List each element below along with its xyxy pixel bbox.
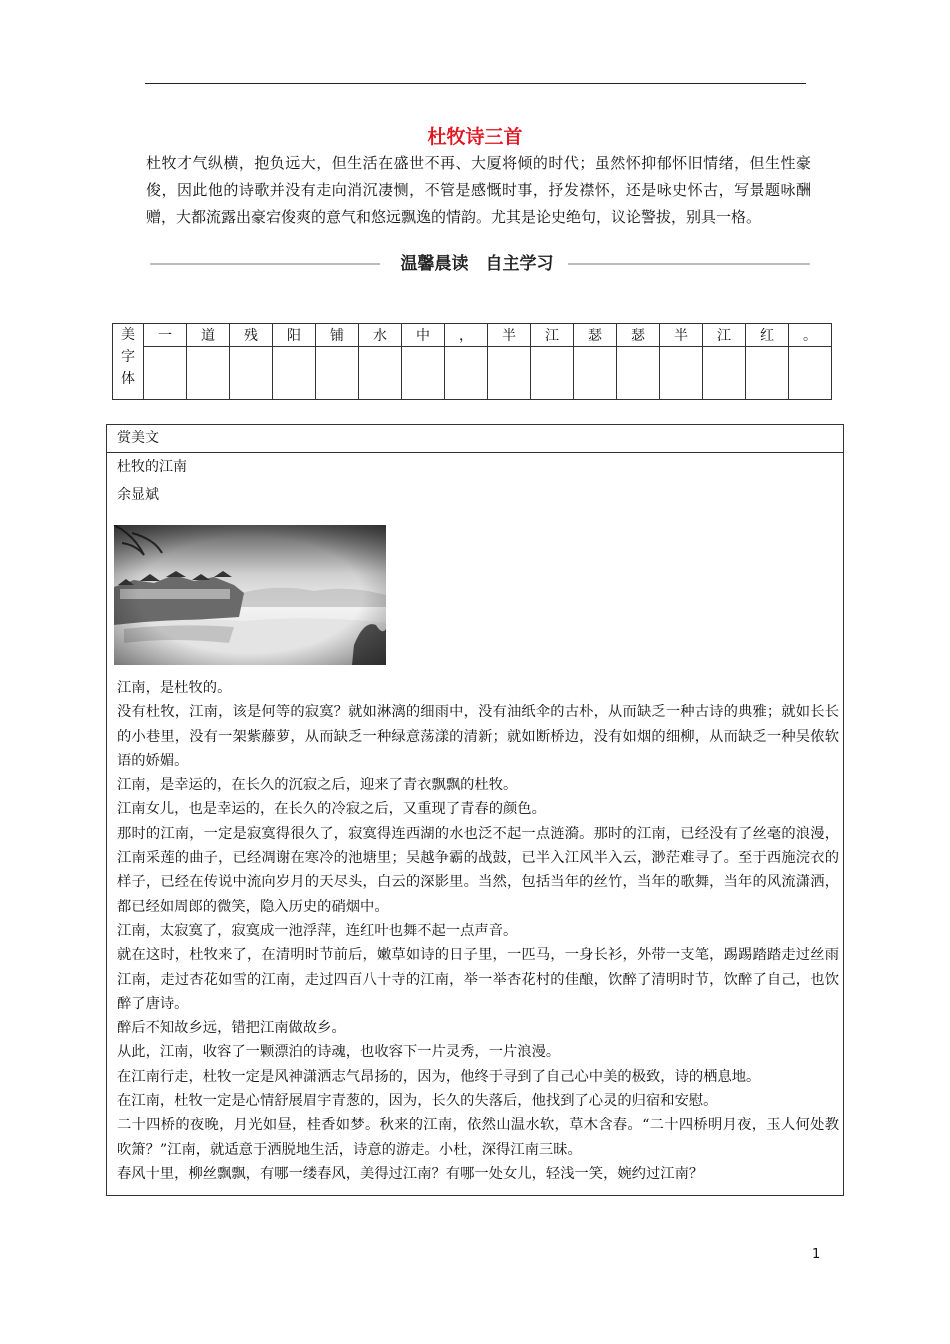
article-author: 余显斌: [117, 487, 159, 503]
article-paragraph: 在江南，杜牧一定是心情舒展眉宇青葱的，因为，长久的失落后，他找到了心灵的归宿和安慰。: [117, 1093, 718, 1110]
article-body: [117, 676, 839, 1186]
article-paragraph: 江南，是幸运的，在长久的沉寂之后，迎来了青衣飘飘的杜牧。: [117, 777, 518, 794]
practice-char: 。: [789, 324, 832, 347]
practice-char: 半: [488, 324, 531, 347]
practice-char: 铺: [316, 324, 359, 347]
practice-char: 阳: [273, 324, 316, 347]
article-paragraph: 那时的江南，一定是寂寞得很久了，寂寞得连西湖的水也泛不起一点涟漪。那时的江南，已经没有了丝毫的浪漫，江南采莲的曲子，已经凋谢在寒冷的池塘里；吴越争霸的战鼓，已半入江风半入云，渺茫难寻了。至于西施浣衣的样子，已经在传说中流向岁月的天尽头，白云的深影里。当然，包括当年的丝竹，当年的歌舞，当年的风流潇洒，都已经如周郎的微笑，隐入历史的硝烟中。: [117, 825, 839, 915]
practice-char: 中: [402, 324, 445, 347]
article-paragraph: 春风十里，柳丝飘飘，有哪一缕春风，美得过江南？有哪一处女儿，轻浅一笑，婉约过江南？: [117, 1165, 704, 1182]
practice-blank[interactable]: [316, 347, 359, 400]
section-banner: [150, 249, 810, 277]
practice-char: 道: [187, 324, 230, 347]
practice-label-char-3: 体: [121, 371, 135, 387]
practice-char: 一: [144, 324, 187, 347]
practice-char: 红: [746, 324, 789, 347]
practice-blank[interactable]: [230, 347, 273, 400]
intro-paragraph: 杜牧才气纵横，抱负远大，但生活在盛世不再、大厦将倾的时代；虽然怀抑郁怀旧情绪，但生性豪俊，因此他的诗歌并没有走向消沉凄恻，不管是感慨时事，抒发襟怀，还是咏史怀古，写景题咏酬赠，大都流露出豪宕俊爽的意气和悠远飘逸的情韵。尤其是论史绝句，议论警拔，别具一格。: [146, 154, 811, 226]
practice-blank[interactable]: [617, 347, 660, 400]
article-section-label: 赏美文: [107, 425, 843, 453]
article-paragraph: 没有杜牧，江南，该是何等的寂寞？就如淋漓的细雨中，没有油纸伞的古朴，从而缺乏一种古诗的典雅；就如长长的小巷里，没有一架紫藤萝，从而缺乏一种绿意荡漾的清新；就如断桥边，没有如烟的细柳，从而缺乏一种吴侬软语的娇媚。: [117, 704, 839, 769]
practice-blank[interactable]: [402, 347, 445, 400]
practice-label: [113, 324, 144, 400]
article-paragraph: 江南女儿，也是幸运的，在长久的冷寂之后，又重现了青春的颜色。: [117, 801, 546, 818]
practice-label-char-2: 字: [121, 349, 135, 365]
calligraphy-practice-table: [112, 323, 832, 400]
article-box: [106, 424, 844, 1196]
page-number: 1: [812, 1247, 821, 1262]
practice-blank[interactable]: [703, 347, 746, 400]
practice-blank[interactable]: [445, 347, 488, 400]
page-title: 杜牧诗三首: [427, 126, 523, 148]
practice-blank[interactable]: [746, 347, 789, 400]
header-rule: [145, 83, 806, 84]
practice-char: 江: [531, 324, 574, 347]
jiangnan-landscape-image: [114, 525, 386, 665]
article-paragraph: 从此，江南，收容了一颗漂泊的诗魂，也收容下一片灵秀，一片浪漫。: [117, 1044, 561, 1061]
practice-char: 半: [660, 324, 703, 347]
article-paragraph: 就在这时，杜牧来了，在清明时节前后，嫩草如诗的日子里，一匹马，一身长衫，外带一支笔，踢踢踏踏走过丝雨江南，走过杏花如雪的江南，走过四百八十寺的江南，举一举杏花村的佳酿，饮醉了清明时节，饮醉了自己，也饮醉了唐诗。: [117, 947, 839, 1012]
practice-blank[interactable]: [660, 347, 703, 400]
banner-line-right: [568, 263, 810, 265]
practice-blank[interactable]: [144, 347, 187, 400]
practice-blank[interactable]: [789, 347, 832, 400]
practice-char: ，: [445, 324, 488, 347]
practice-blank[interactable]: [273, 347, 316, 400]
practice-blank[interactable]: [574, 347, 617, 400]
article-paragraph: 醉后不知故乡远，错把江南做故乡。: [117, 1020, 346, 1037]
banner-line-left: [150, 263, 380, 265]
article-paragraph: 二十四桥的夜晚，月光如昼，桂香如梦。秋来的江南，依然山温水软，草木含春。“二十四桥明月夜，玉人何处教吹箫？”江南，就适意于洒脱地生活，诗意的游走。小杜，深得江南三昧。: [117, 1117, 839, 1158]
article-paragraph: 在江南行走，杜牧一定是风神潇洒志气昂扬的，因为，他终于寻到了自己心中美的极致，诗的栖息地。: [117, 1068, 761, 1085]
practice-char: 瑟: [574, 324, 617, 347]
practice-blank[interactable]: [187, 347, 230, 400]
practice-blank[interactable]: [359, 347, 402, 400]
banner-text: 温馨晨读 自主学习: [400, 254, 554, 274]
practice-char: 水: [359, 324, 402, 347]
article-paragraph: 江南，是杜牧的。: [117, 680, 232, 696]
practice-char: 江: [703, 324, 746, 347]
practice-blank[interactable]: [488, 347, 531, 400]
practice-char: 瑟: [617, 324, 660, 347]
article-title: 杜牧的江南: [117, 459, 187, 475]
article-paragraph: 江南，太寂寞了，寂寞成一池浮萍，连红叶也舞不起一点声音。: [117, 922, 518, 939]
practice-label-char-1: 美: [121, 327, 135, 343]
practice-blank[interactable]: [531, 347, 574, 400]
practice-char: 残: [230, 324, 273, 347]
